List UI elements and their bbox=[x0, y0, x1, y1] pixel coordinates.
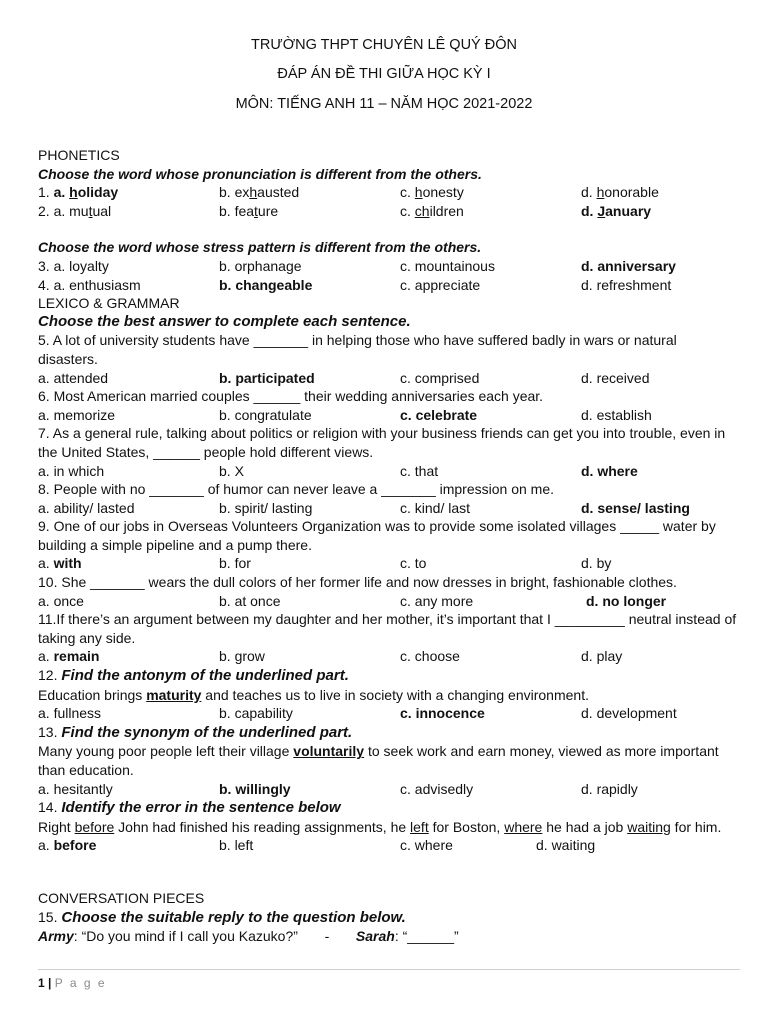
q3-option-a: 3. a. loyalty bbox=[38, 257, 109, 274]
document-body bbox=[38, 146, 738, 946]
question-15-heading: 15. Choose the suitable reply to the question below. bbox=[38, 908, 406, 926]
q14-option-a: a. before bbox=[38, 837, 97, 854]
question-13-options bbox=[38, 780, 738, 799]
q13-option-d: d. rapidly bbox=[581, 780, 638, 797]
q13-option-a: a. hesitantly bbox=[38, 780, 113, 797]
footer-divider bbox=[38, 969, 740, 970]
q12-option-d: d. development bbox=[581, 705, 677, 722]
q6-option-d: d. establish bbox=[581, 406, 652, 423]
question-14-heading: 14. Identify the error in the sentence below bbox=[38, 799, 341, 817]
question-13: Many young poor people left their village voluntarily to seek work and earn money, viewed as more important than education. bbox=[38, 743, 719, 778]
q8-option-a: a. ability/ lasted bbox=[38, 499, 135, 516]
q9-option-c: c. to bbox=[400, 555, 427, 572]
q2-option-a: 2. a. mutual bbox=[38, 202, 112, 219]
footer-separator: | bbox=[48, 976, 52, 990]
q9-option-b: b. for bbox=[219, 555, 251, 572]
q7-option-d: d. where bbox=[581, 462, 638, 479]
q2-option-c: c. children bbox=[400, 202, 464, 219]
q12-option-a: a. fullness bbox=[38, 705, 102, 722]
q2-option-b: b. feature bbox=[219, 202, 279, 219]
question-5: 5. A lot of university students have _______ in helping those who have suffered badly in wars or natural disasters. bbox=[38, 332, 677, 367]
q10-option-a: a. once bbox=[38, 592, 84, 609]
lexico-instruction: Choose the best answer to complete each sentence. bbox=[38, 312, 411, 330]
q9-option-d: d. by bbox=[581, 555, 612, 572]
q8-option-b: b. spirit/ lasting bbox=[219, 499, 313, 516]
q4-option-c: c. appreciate bbox=[400, 276, 481, 293]
q10-option-c: c. any more bbox=[400, 592, 474, 609]
question-7-options bbox=[38, 462, 738, 481]
q14-option-b: b. left bbox=[219, 837, 254, 854]
q6-option-a: a. memorize bbox=[38, 406, 116, 423]
question-8-options bbox=[38, 499, 738, 518]
page-footer bbox=[38, 974, 107, 993]
question-5-options bbox=[38, 369, 738, 388]
phonetics-heading: PHONETICS bbox=[38, 147, 120, 163]
q5-option-b: b. participated bbox=[219, 369, 315, 386]
conversation-heading: CONVERSATION PIECES bbox=[38, 889, 205, 906]
q3-option-c: c. mountainous bbox=[400, 257, 495, 274]
q3-option-b: b. orphanage bbox=[219, 257, 302, 274]
question-8: 8. People with no _______ of humor can never leave a _______ impression on me. bbox=[38, 481, 555, 498]
q4-option-d: d. refreshment bbox=[581, 276, 672, 293]
q10-option-d: d. no longer bbox=[586, 592, 667, 609]
school-name: TRƯỜNG THPT CHUYÊN LÊ QUÝ ĐÔN bbox=[251, 37, 517, 53]
question-6: 6. Most American married couples ______ their wedding anniversaries each year. bbox=[38, 388, 544, 405]
question-10-options bbox=[38, 592, 738, 611]
q6-option-c: c. celebrate bbox=[400, 406, 478, 423]
q10-option-b: b. at once bbox=[219, 592, 281, 609]
q6-option-b: b. congratulate bbox=[219, 406, 312, 423]
question-3-options bbox=[38, 257, 738, 276]
question-10: 10. She _______ wears the dull colors of her former life and now dresses in bright, fashionable clothes. bbox=[38, 574, 677, 591]
question-11-options bbox=[38, 647, 738, 666]
q1-option-c: c. honesty bbox=[400, 184, 464, 201]
document-title: ĐÁP ÁN ĐỀ THI GIỮA HỌC KỲ I bbox=[277, 66, 491, 82]
q1-option-d: d. honorable bbox=[581, 184, 659, 201]
q4-option-b: b. changeable bbox=[219, 276, 313, 293]
q13-option-b: b. willingly bbox=[219, 780, 291, 797]
question-4-options bbox=[38, 276, 738, 295]
q2-option-d: d. January bbox=[581, 202, 652, 219]
stress-instruction: Choose the word whose stress pattern is different from the others. bbox=[38, 239, 482, 256]
subject-line: MÔN: TIẾNG ANH 11 – NĂM HỌC 2021-2022 bbox=[235, 96, 533, 112]
q11-option-c: c. choose bbox=[400, 648, 460, 665]
question-14-options bbox=[38, 836, 738, 855]
page-label: P a g e bbox=[54, 976, 107, 990]
question-2-options bbox=[38, 202, 738, 221]
question-9-options bbox=[38, 554, 738, 573]
q8-option-d: d. sense/ lasting bbox=[581, 499, 690, 516]
q12-option-b: b. capability bbox=[219, 705, 293, 722]
question-13-heading: 13. Find the synonym of the underlined part. bbox=[38, 723, 353, 741]
question-11: 11.If there’s an argument between my daughter and her mother, it’s important that I _________ neutral instead of taking any side. bbox=[38, 611, 737, 646]
q5-option-d: d. received bbox=[581, 369, 650, 386]
q7-option-a: a. in which bbox=[38, 462, 105, 479]
question-9: 9. One of our jobs in Overseas Volunteers Organization was to provide some isolated villages _____ water by building a simple pipeline and a pump there. bbox=[38, 518, 716, 553]
q7-option-b: b. X bbox=[219, 462, 244, 479]
q8-option-c: c. kind/ last bbox=[400, 499, 471, 516]
q11-option-b: b. grow bbox=[219, 648, 265, 665]
question-14: Right before John had finished his reading assignments, he left for Boston, where he had a job waiting for him. bbox=[38, 818, 722, 835]
pronunciation-instruction: Choose the word whose pronunciation is different from the others. bbox=[38, 165, 482, 182]
q7-option-c: c. that bbox=[400, 462, 439, 479]
q1-option-b: b. exhausted bbox=[219, 184, 300, 201]
q5-option-a: a. attended bbox=[38, 369, 109, 386]
question-1-options bbox=[38, 183, 738, 202]
question-7: 7. As a general rule, talking about politics or religion with your business friends can get you into trouble, even in the United States, ______ people hold different views. bbox=[38, 425, 726, 460]
q3-option-d: d. anniversary bbox=[581, 257, 676, 274]
question-6-options bbox=[38, 406, 738, 425]
q1-option-a: 1. a. holiday bbox=[38, 184, 119, 201]
page-number: 1 bbox=[38, 976, 45, 990]
q11-option-a: a. remain bbox=[38, 648, 100, 665]
question-15-dialogue: Army: “Do you mind if I call you Kazuko?” - Sarah: “______” bbox=[38, 928, 459, 945]
q14-option-d: d. waiting bbox=[536, 837, 596, 854]
q14-option-c: c. where bbox=[400, 837, 453, 854]
question-12-options bbox=[38, 704, 738, 723]
q11-option-d: d. play bbox=[581, 648, 623, 665]
q5-option-c: c. comprised bbox=[400, 369, 480, 386]
question-12-heading: 12. Find the antonym of the underlined part. bbox=[38, 667, 349, 685]
q13-option-c: c. advisedly bbox=[400, 780, 474, 797]
q4-option-a: 4. a. enthusiasm bbox=[38, 276, 141, 293]
q12-option-c: c. innocence bbox=[400, 705, 485, 722]
lexico-heading: LEXICO & GRAMMAR bbox=[38, 295, 180, 312]
question-12: Education brings maturity and teaches us to live in society with a changing environment. bbox=[38, 686, 589, 703]
q9-option-a: a. with bbox=[38, 555, 82, 572]
